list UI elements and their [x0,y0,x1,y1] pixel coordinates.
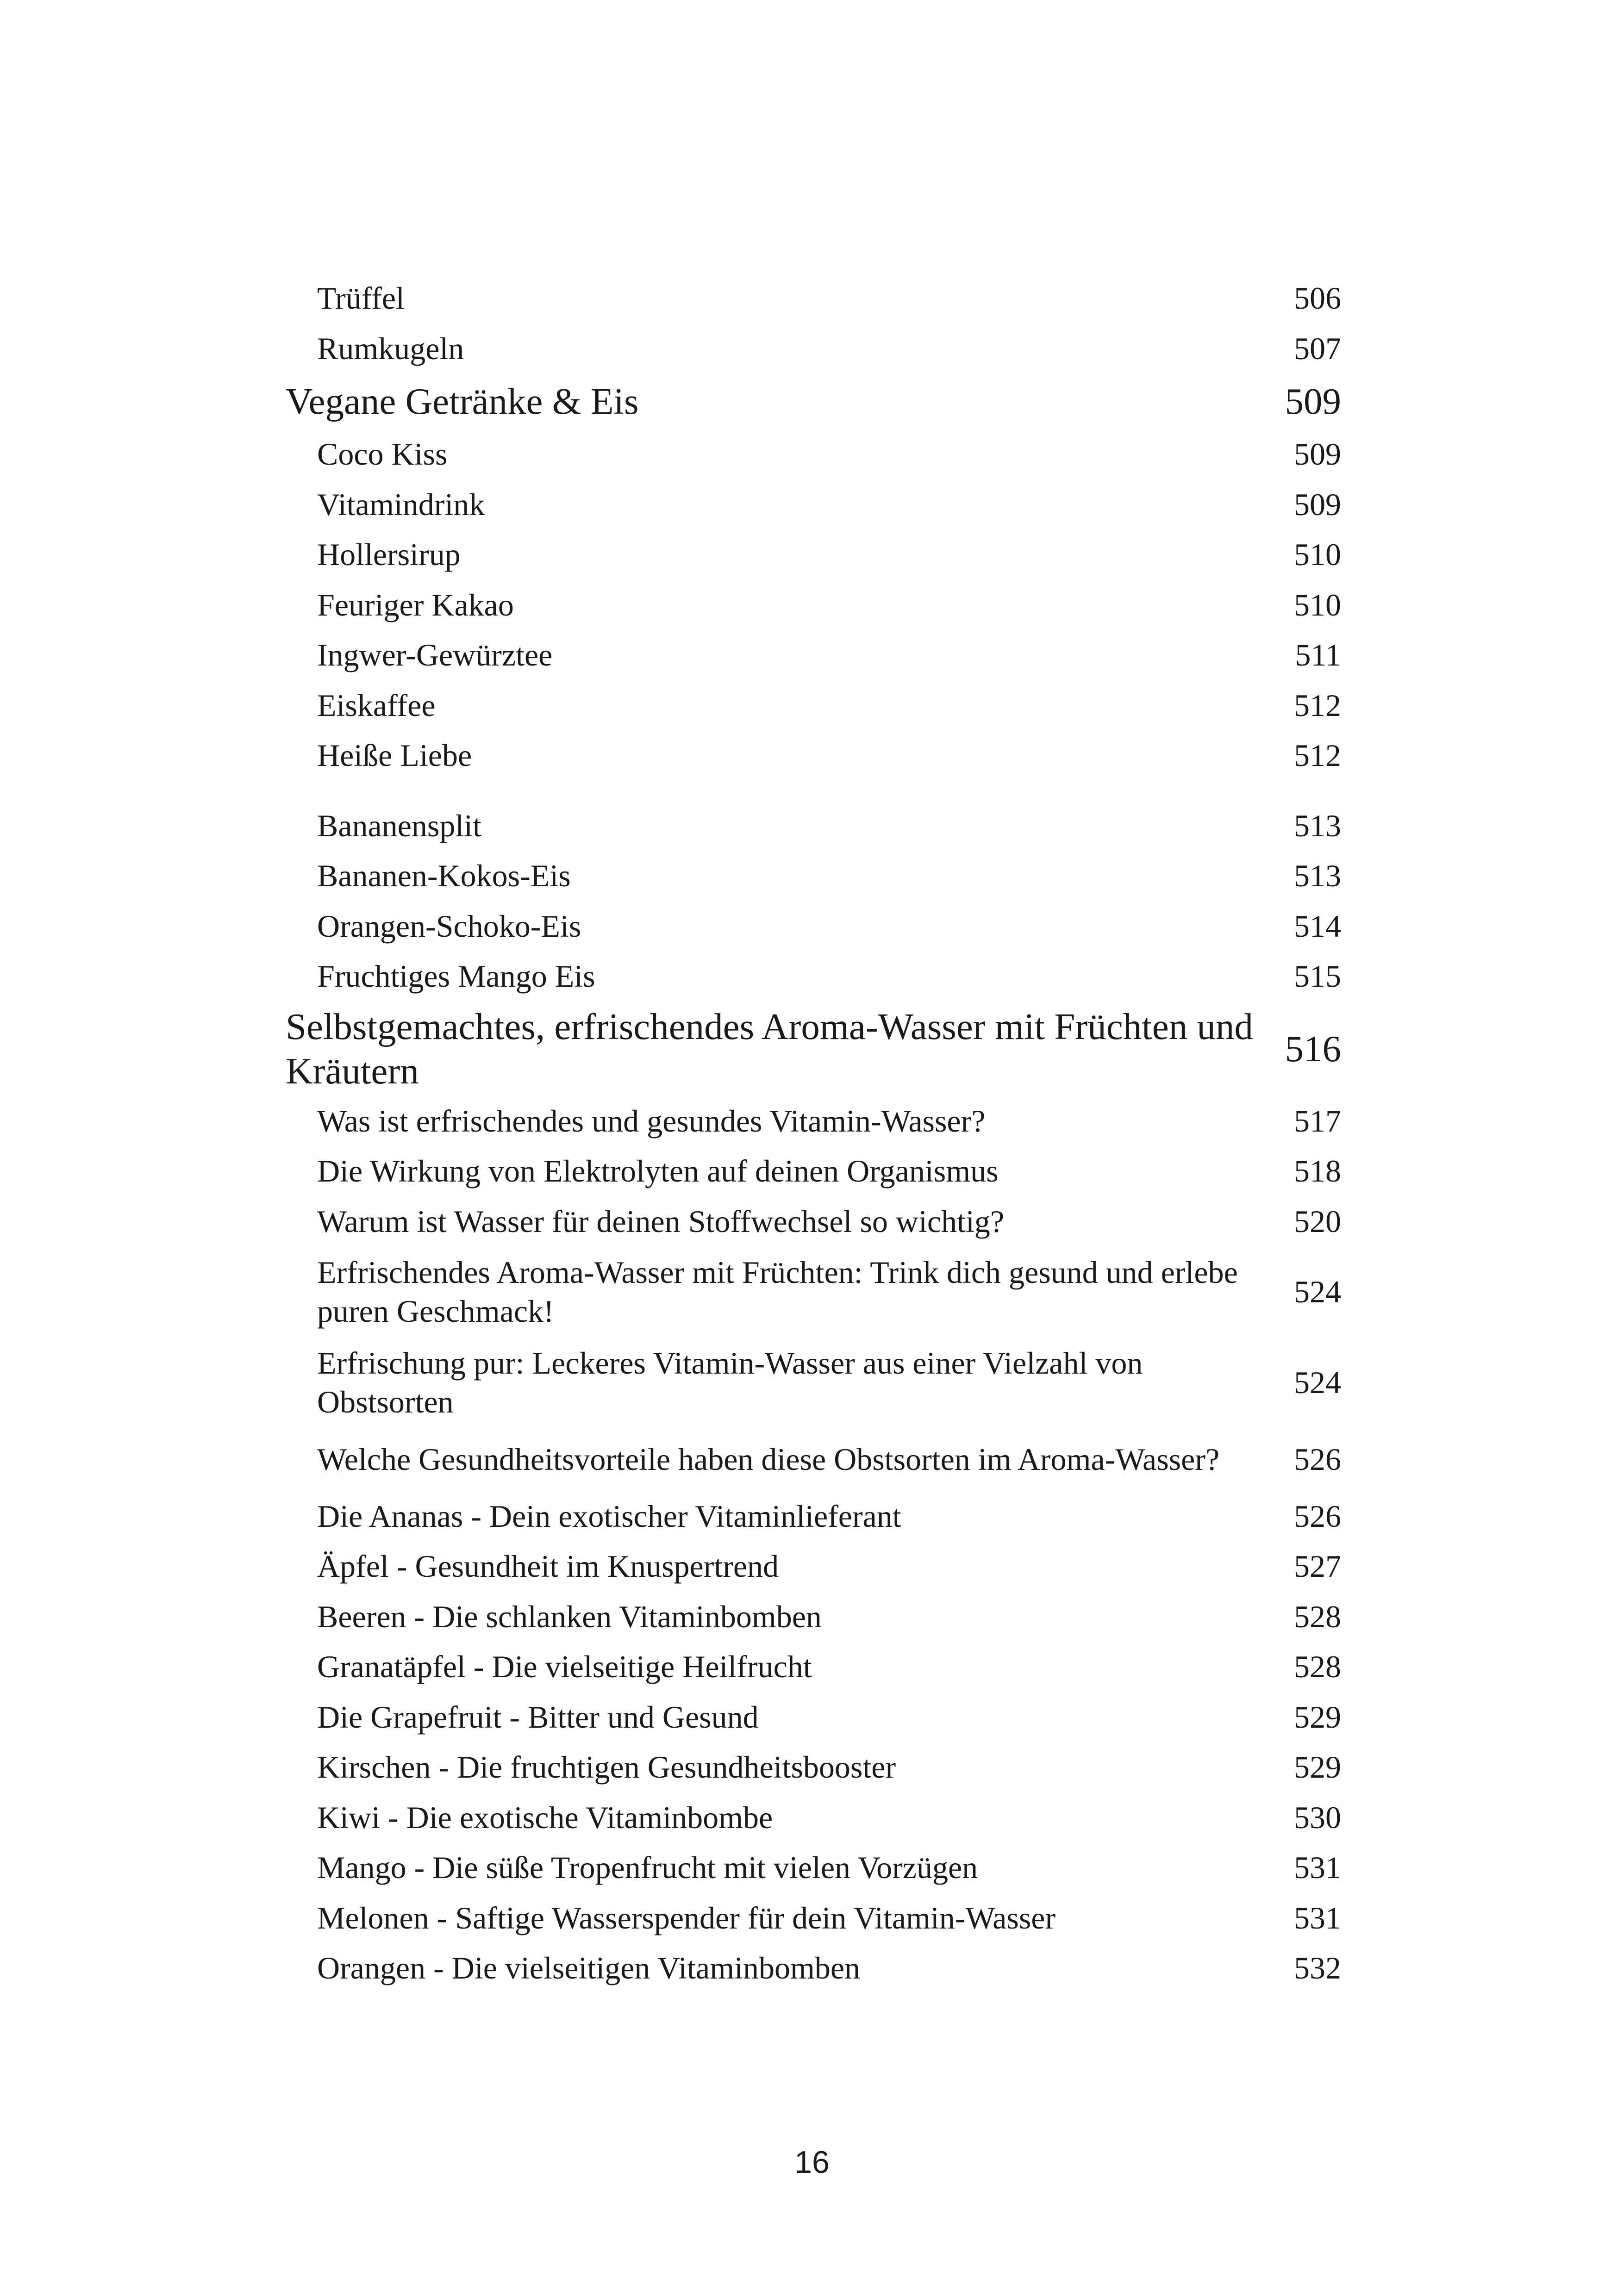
toc-entry-page: 507 [1294,330,1341,366]
toc-entry-page: 528 [1294,1649,1341,1685]
toc-entry-title: Orangen-Schoko-Eis [317,908,581,944]
toc-entry-title: Warum ist Wasser für deinen Stoffwechsel so wichtig? [317,1203,1005,1239]
toc-chapter[interactable] [286,1002,1341,1096]
toc-entry-page: 509 [1294,436,1341,472]
toc-chapter-title: Selbstgemachtes, erfrischendes Aroma-Wasser mit Früchten und Kräutern [286,1005,1253,1092]
toc-entry[interactable] [286,801,1341,851]
toc-chapter-page: 516 [1285,1027,1341,1070]
toc-entry-page: 518 [1294,1153,1341,1189]
toc-entry-title: Hollersirup [317,537,461,572]
toc-entry-title: Welche Gesundheitsvorteile haben diese Obstsorten im Aroma-Wasser? [317,1442,1220,1477]
toc-entry[interactable] [286,1692,1341,1742]
toc-entry-page: 506 [1294,280,1341,316]
toc-entry[interactable] [286,1943,1341,1993]
toc-entry-page: 511 [1295,637,1341,673]
toc-entry-page: 514 [1294,908,1341,944]
toc-entry-page: 532 [1294,1950,1341,1986]
toc-entry-page: 513 [1294,808,1341,843]
toc-entry-title: Trüffel [317,280,405,316]
toc-entry-title: Orangen - Die vielseitigen Vitaminbomben [317,1950,861,1986]
toc-entry[interactable] [286,680,1341,731]
toc-entry-title: Erfrischendes Aroma-Wasser mit Früchten: Trink dich gesund und erlebe puren Geschmack! [317,1255,1238,1329]
toc-entry-title: Die Ananas - Dein exotischer Vitaminlieferant [317,1498,901,1534]
toc-entry[interactable] [286,1337,1341,1428]
toc-entry-title: Vitamindrink [317,486,485,522]
toc-entry-page: 512 [1294,738,1341,773]
toc-entry[interactable] [286,1246,1341,1337]
toc-entry-title: Kiwi - Die exotische Vitaminbombe [317,1799,773,1835]
toc-entry-title: Rumkugeln [317,330,464,366]
toc-entry-page: 520 [1294,1203,1341,1239]
toc-entry[interactable] [286,1541,1341,1592]
toc-entry[interactable] [286,1196,1341,1247]
toc-entry[interactable] [286,529,1341,580]
toc-entry-title: Melonen - Saftige Wasserspender für dein Vitamin-Wasser [317,1900,1056,1935]
toc-entry-title: Bananen-Kokos-Eis [317,858,571,894]
toc-entry-page: 531 [1294,1900,1341,1935]
toc-entry-title: Was ist erfrischendes und gesundes Vitamin-Wasser? [317,1103,986,1139]
toc-entry[interactable] [286,273,1341,324]
toc-entry-page: 531 [1294,1850,1341,1885]
toc-entry[interactable] [286,1428,1341,1491]
toc-entry[interactable] [286,1592,1341,1642]
toc-entry-page: 527 [1294,1549,1341,1584]
toc-entry[interactable] [286,901,1341,952]
toc-entry-title: Beeren - Die schlanken Vitaminbomben [317,1599,822,1634]
toc-entry-title: Bananensplit [317,808,482,843]
toc-entry-title: Die Grapefruit - Bitter und Gesund [317,1699,759,1735]
toc-entry-page: 513 [1294,858,1341,894]
toc-entry-page: 509 [1294,486,1341,522]
toc-chapter-page: 509 [1285,380,1341,422]
toc-entry[interactable] [286,951,1341,1002]
toc-entry-page: 517 [1294,1103,1341,1139]
toc-entry-page: 510 [1294,587,1341,622]
toc-entry[interactable] [286,1893,1341,1943]
toc-entry-page: 526 [1294,1498,1341,1534]
toc-entry-title: Fruchtiges Mango Eis [317,958,595,994]
toc-entry[interactable] [286,1642,1341,1692]
toc-entry[interactable] [286,479,1341,530]
toc-entry-title: Feuriger Kakao [317,587,514,622]
table-of-contents [286,273,1341,1993]
toc-entry[interactable] [286,1742,1341,1792]
toc-entry[interactable] [286,630,1341,680]
toc-entry[interactable] [286,1491,1341,1542]
toc-entry-title: Heiße Liebe [317,738,472,773]
toc-entry-title: Coco Kiss [317,436,448,472]
toc-entry[interactable] [286,1096,1341,1146]
toc-entry[interactable] [286,851,1341,901]
toc-entry-page: 512 [1294,687,1341,723]
toc-entry-page: 510 [1294,537,1341,572]
toc-entry[interactable] [286,1146,1341,1196]
toc-entry[interactable] [286,429,1341,479]
toc-entry-title: Erfrischung pur: Leckeres Vitamin-Wasser aus einer Vielzahl von Obstsorten [317,1345,1143,1419]
toc-chapter[interactable] [286,373,1341,429]
toc-entry[interactable] [286,1792,1341,1843]
toc-entry[interactable] [286,580,1341,630]
toc-entry-title: Die Wirkung von Elektrolyten auf deinen Organismus [317,1153,999,1189]
toc-entry[interactable] [286,730,1341,781]
page-number: 16 [794,2145,830,2180]
toc-entry-page: 526 [1294,1442,1341,1477]
toc-entry-title: Ingwer-Gewürztee [317,637,553,673]
toc-entry-page: 529 [1294,1699,1341,1735]
toc-entry-title: Kirschen - Die fruchtigen Gesundheitsbooster [317,1749,896,1785]
toc-entry[interactable] [286,324,1341,374]
toc-entry[interactable] [286,1842,1341,1893]
toc-entry-page: 530 [1294,1799,1341,1835]
toc-entry-title: Äpfel - Gesundheit im Knuspertrend [317,1549,779,1584]
toc-entry-page: 515 [1294,958,1341,994]
toc-entry-page: 524 [1294,1365,1341,1400]
toc-entry-title: Eiskaffee [317,687,436,723]
toc-entry-title: Granatäpfel - Die vielseitige Heilfrucht [317,1649,812,1685]
toc-entry-title: Mango - Die süße Tropenfrucht mit vielen Vorzügen [317,1850,978,1885]
toc-chapter-title: Vegane Getränke & Eis [286,380,639,422]
toc-entry-page: 528 [1294,1599,1341,1634]
toc-entry-page: 529 [1294,1749,1341,1785]
toc-entry-page: 524 [1294,1274,1341,1309]
